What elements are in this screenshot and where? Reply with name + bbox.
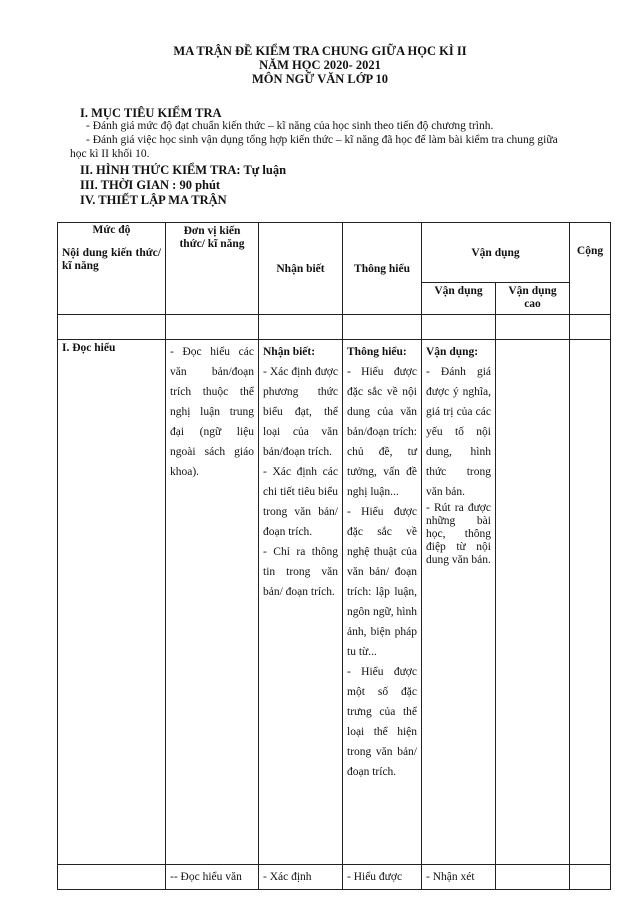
- recognition-item-1: - Xác định được phương thức biểu đạt, thể loại của văn bản/đoạn trích.: [263, 366, 338, 458]
- table-row-second: [58, 865, 611, 890]
- recognition-title: Nhận biết:: [263, 346, 316, 358]
- recognition-second: - Xác định: [259, 865, 343, 890]
- unit-header: Đơn vị kiến thức/ kĩ năng: [166, 223, 259, 315]
- objective-2-line2: học kì II khối 10.: [70, 148, 150, 160]
- comprehension-item-3: - Hiểu được một số đặc trưng của thể loại thể hiện trong văn bản/đoạn trích.: [347, 666, 417, 778]
- application-header: Vận dụng: [422, 223, 570, 283]
- total-header: Cộng: [570, 223, 611, 315]
- empty-row: [58, 315, 611, 340]
- content-reading: I. Đọc hiểu: [58, 340, 166, 865]
- level-label: Mức độ: [92, 224, 131, 236]
- assessment-matrix-table: [57, 222, 611, 890]
- section-3-heading: III. THỜI GIAN : 90 phút: [80, 178, 221, 192]
- recognition-item-3: - Chỉ ra thông tin trong văn bản/ đoạn trích.: [263, 546, 338, 598]
- comprehension-title: Thông hiểu:: [347, 346, 407, 358]
- application-item-2: - Rút ra được những bài học, thông điệp từ nội dung văn bản.: [426, 502, 491, 566]
- table-row-reading: [58, 340, 611, 865]
- high-application-reading: [496, 340, 570, 865]
- application-item-1: - Đánh giá được ý nghĩa, giá trị của các yếu tố nội dung, hình thức trong văn bản.: [426, 366, 491, 498]
- application-subheader: Vận dụng: [422, 283, 496, 315]
- comprehension-reading: [343, 340, 422, 865]
- comprehension-second: - Hiểu được: [343, 865, 422, 890]
- header-row-1: [58, 223, 611, 283]
- recognition-header: Nhận biết: [259, 223, 343, 315]
- corner-header-cell: [58, 223, 166, 315]
- section-1-heading: I. MỤC TIÊU KIỂM TRA: [80, 106, 222, 120]
- content-label: Nội dung kiến thức/ kĩ năng: [62, 247, 161, 272]
- document-title: MA TRẬN ĐỀ KIỂM TRA CHUNG GIỮA HỌC KÌ II: [173, 44, 467, 58]
- section-4-heading: IV. THIẾT LẬP MA TRẬN: [80, 193, 227, 207]
- recognition-item-2: - Xác định các chi tiết tiêu biểu trong văn bản/đoạn trích.: [263, 466, 338, 538]
- recognition-reading: [259, 340, 343, 865]
- objective-1: - Đánh giá mức độ đạt chuẩn kiến thức – kĩ năng của học sinh theo tiến độ chương trình.: [86, 120, 494, 132]
- high-application-subheader: Vận dụng cao: [496, 283, 570, 315]
- subject-title: MÔN NGỮ VĂN LỚP 10: [251, 72, 389, 86]
- section-2-heading: II. HÌNH THỨC KIỂM TRA: Tự luận: [80, 163, 287, 177]
- objective-2-line1: - Đánh giá việc học sinh vận dụng tổng hợp kiến thức – kĩ năng đã học để làm bài kiểm tra chung giữa: [86, 134, 558, 146]
- application-second: - Nhận xét: [422, 865, 496, 890]
- comprehension-item-2: - Hiểu được đặc sắc về nghệ thuật của văn bản/ đoạn trích: lập luận, ngôn ngữ, hình ảnh, biện pháp tu từ...: [347, 506, 417, 658]
- school-year: NĂM HỌC 2020- 2021: [259, 58, 381, 72]
- application-reading: [422, 340, 496, 865]
- total-reading: [570, 340, 611, 865]
- application-title: Vận dụng:: [426, 346, 479, 358]
- unit-reading: - Đọc hiểu các văn bản/đoạn trích thuộc thể nghị luận trung đại (ngữ liệu ngoài sách giáo khoa).: [166, 340, 259, 865]
- unit-second: -- Đọc hiểu văn: [166, 865, 259, 890]
- comprehension-header: Thông hiểu: [343, 223, 422, 315]
- comprehension-item-1: - Hiểu được đặc sắc về nội dung của văn bản/đoạn trích: chủ đề, tư tưởng, vấn đề nghị luận...: [347, 366, 417, 498]
